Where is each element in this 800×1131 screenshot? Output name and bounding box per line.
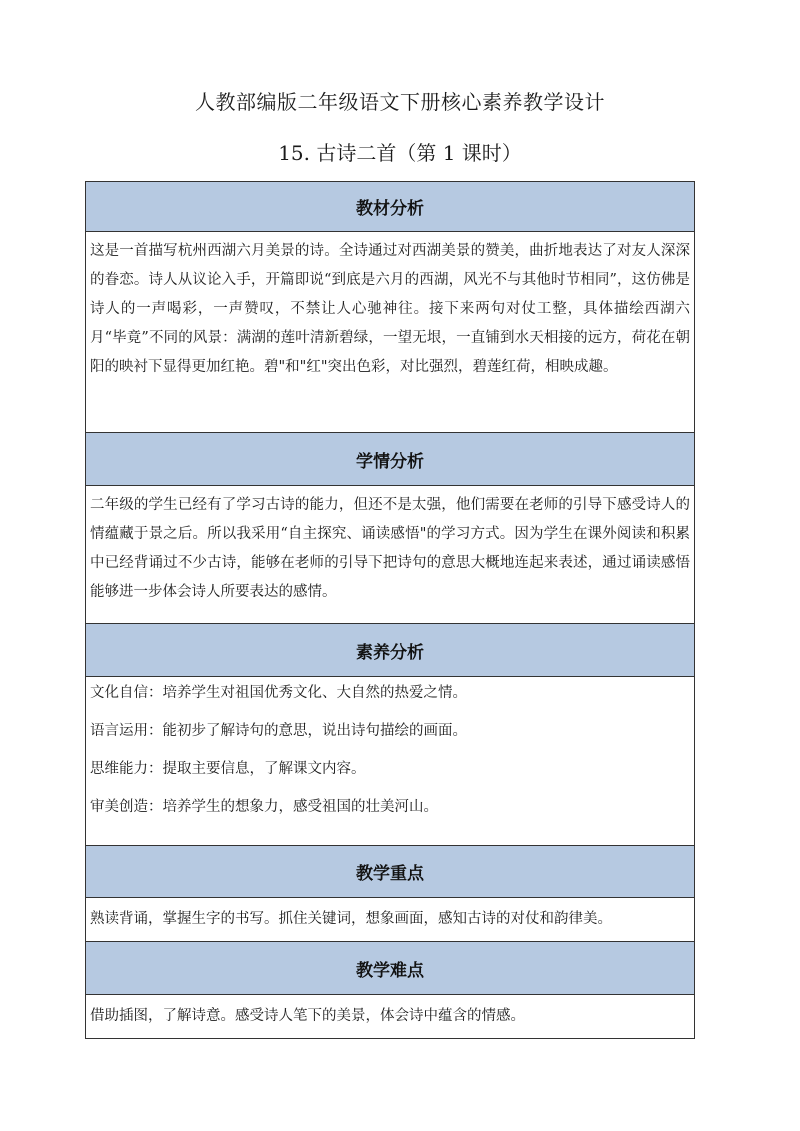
section-heading-textbook-analysis: 教材分析 (86, 182, 695, 232)
competency-language: 语言运用：能初步了解诗句的意思，说出诗句描绘的画面。 (90, 723, 467, 739)
competency-culture: 文化自信：培养学生对祖国优秀文化、大自然的热爱之情。 (90, 685, 467, 701)
textbook-analysis-text: 这是一首描写杭州西湖六月美景的诗。全诗通过对西湖美景的赞美，曲折地表达了对友人深深的眷恋。诗人从议论入手，开篇即说“到底是六月的西湖，风光不与其他时节相同”，这仿佛是诗人的一声喝彩，一声赞叹，不禁让人心驰神往。接下来两句对仗工整，具体描绘西湖六月“毕竟”不同的风景：满湖的莲叶清新碧绿，一望无垠，一直铺到水天相接的远方，荷花在朝阳的映衬下显得更加红艳。碧"和"红"突出色彩，对比强烈，碧莲红荷，相映成趣。 (90, 243, 690, 375)
section-body-row (86, 677, 695, 846)
section-heading-student-analysis: 学情分析 (86, 433, 695, 486)
section-heading-difficulties: 教学难点 (86, 942, 695, 995)
section-header-row (86, 182, 695, 232)
competency-thinking: 思维能力：提取主要信息，了解课文内容。 (90, 761, 366, 777)
document-title: 人教部编版二年级语文下册核心素养教学设计 (195, 90, 605, 114)
lesson-plan-table (85, 181, 695, 1039)
section-body-student-analysis (86, 486, 695, 624)
section-body-row (86, 232, 695, 433)
section-body-competency-analysis (86, 677, 695, 846)
student-analysis-text: 二年级的学生已经有了学习古诗的能力，但还不是太强，他们需要在老师的引导下感受诗人的情蕴藏于景之后。所以我采用“自主探究、诵读感悟"的学习方式。因为学生在课外阅读和积累中已经背诵过不少古诗，能够在老师的引导下把诗句的意思大概地连起来表述，通过诵读感悟能够进一步体会诗人所要表达的感情。 (90, 497, 690, 600)
section-body-difficulties (86, 995, 695, 1039)
section-header-row (86, 624, 695, 677)
competency-aesthetics: 审美创造：培养学生的想象力，感受祖国的壮美河山。 (90, 799, 438, 815)
section-body-row (86, 898, 695, 942)
key-points-text: 熟读背诵，掌握生字的书写。抓住关键词，想象画面，感知古诗的对仗和韵律美。 (90, 911, 612, 927)
section-body-row (86, 995, 695, 1039)
section-body-row (86, 486, 695, 624)
section-header-row (86, 846, 695, 898)
section-heading-key-points: 教学重点 (86, 846, 695, 898)
section-heading-competency-analysis: 素养分析 (86, 624, 695, 677)
difficulties-text: 借助插图，了解诗意。感受诗人笔下的美景，体会诗中蕴含的情感。 (90, 1008, 525, 1024)
section-header-row (86, 433, 695, 486)
section-body-textbook-analysis (86, 232, 695, 433)
lesson-subtitle: 15. 古诗二首（第 1 课时） (278, 141, 522, 165)
section-header-row (86, 942, 695, 995)
section-body-key-points (86, 898, 695, 942)
